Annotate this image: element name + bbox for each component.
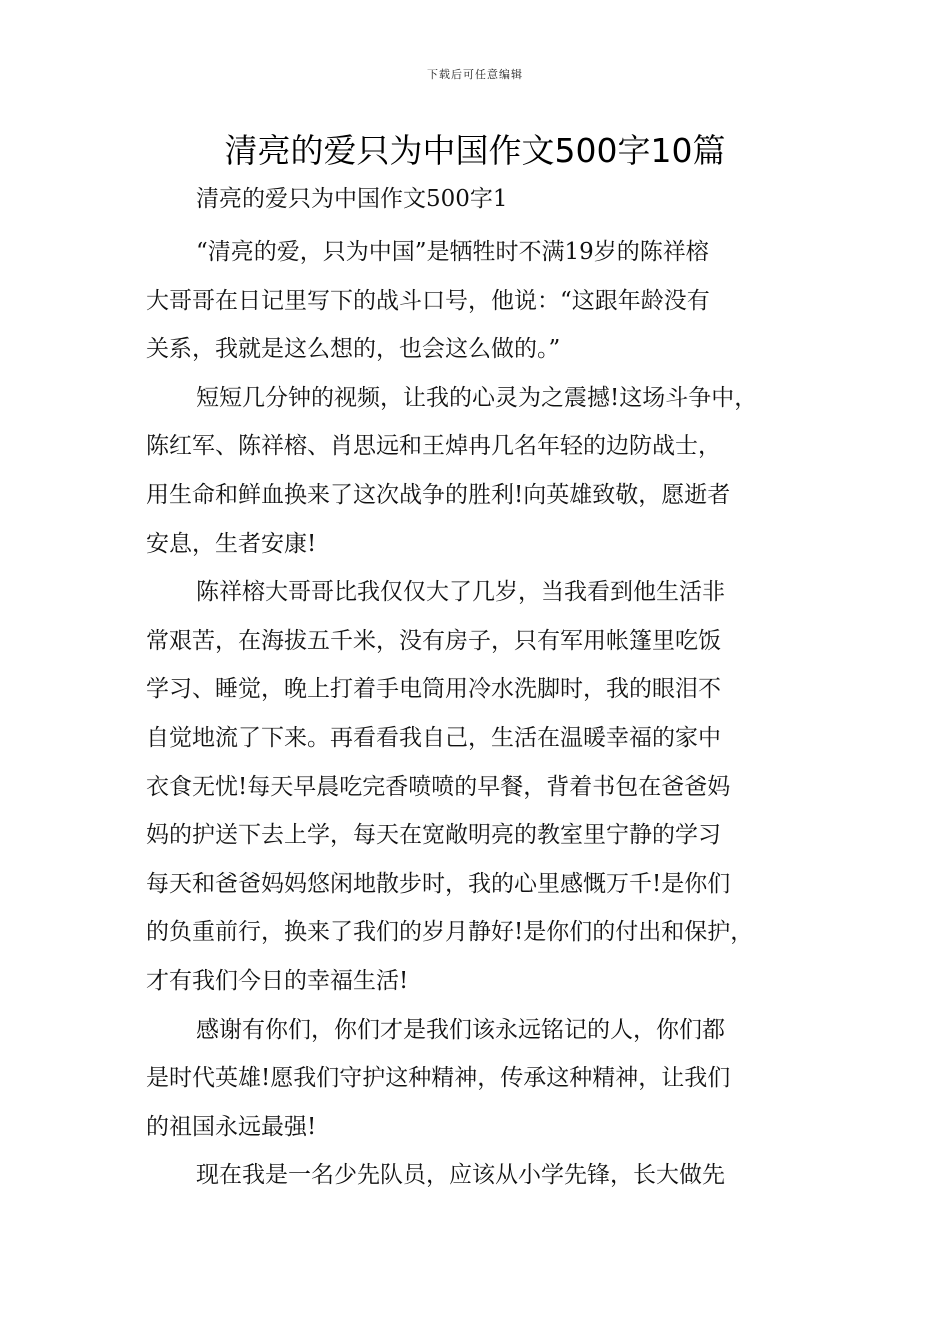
text-line: 大哥哥在日记里写下的战斗口号，他说：“这跟年龄没有	[146, 287, 710, 314]
text-line: 自觉地流了下来。再看看我自己，生活在温暖幸福的家中	[146, 724, 721, 751]
text-line: 安息，生者安康!	[146, 530, 317, 557]
text-line: 衣食无忧!每天早晨吃完香喷喷的早餐，背着书包在爸爸妈	[146, 773, 731, 800]
text-line: 学习、睡觉，晚上打着手电筒用冷水洗脚时，我的眼泪不	[146, 676, 721, 703]
essay-body	[146, 228, 826, 1200]
paragraph-4	[146, 1006, 826, 1152]
text-line: 短短几分钟的视频，让我的心灵为之震撼!这场斗争中，	[196, 384, 758, 411]
text-line: 的负重前行，换来了我们的岁月静好!是你们的付出和保护，	[146, 919, 754, 946]
text-line: 陈祥榕大哥哥比我仅仅大了几岁，当我看到他生活非	[196, 579, 725, 606]
text-line: 常艰苦，在海拔五千米，没有房子，只有军用帐篷里吃饭	[146, 627, 721, 654]
paragraph-3	[146, 568, 826, 1005]
text-line: 陈红军、陈祥榕、肖思远和王焯冉几名年轻的边防战士，	[146, 433, 721, 460]
text-line: 现在我是一名少先队员，应该从小学先锋，长大做先	[196, 1162, 725, 1189]
text-line: 用生命和鲜血换来了这次战争的胜利!向英雄致敬，愿逝者	[146, 481, 731, 508]
paragraph-2	[146, 374, 826, 568]
header-note: 下载后可任意编辑	[427, 68, 523, 81]
text-line: 才有我们今日的幸福生活!	[146, 967, 409, 994]
document-title: 清亮的爱只为中国作文500字10篇	[224, 131, 726, 170]
paragraph-1	[146, 228, 826, 374]
text-line: 的祖国永远最强!	[146, 1113, 317, 1140]
text-line: 每天和爸爸妈妈悠闲地散步时，我的心里感慨万千!是你们	[146, 870, 731, 897]
text-line: 妈的护送下去上学，每天在宽敞明亮的教室里宁静的学习	[146, 822, 721, 849]
section-heading: 清亮的爱只为中国作文500字1	[196, 186, 508, 212]
text-line: 是时代英雄!愿我们守护这种精神，传承这种精神，让我们	[146, 1065, 731, 1092]
text-line: 关系，我就是这么想的，也会这么做的。”	[146, 336, 561, 363]
text-line: 感谢有你们，你们才是我们该永远铭记的人，你们都	[196, 1016, 725, 1043]
text-line: “清亮的爱，只为中国”是牺牲时不满19岁的陈祥榕	[196, 239, 709, 265]
paragraph-5	[146, 1151, 826, 1200]
